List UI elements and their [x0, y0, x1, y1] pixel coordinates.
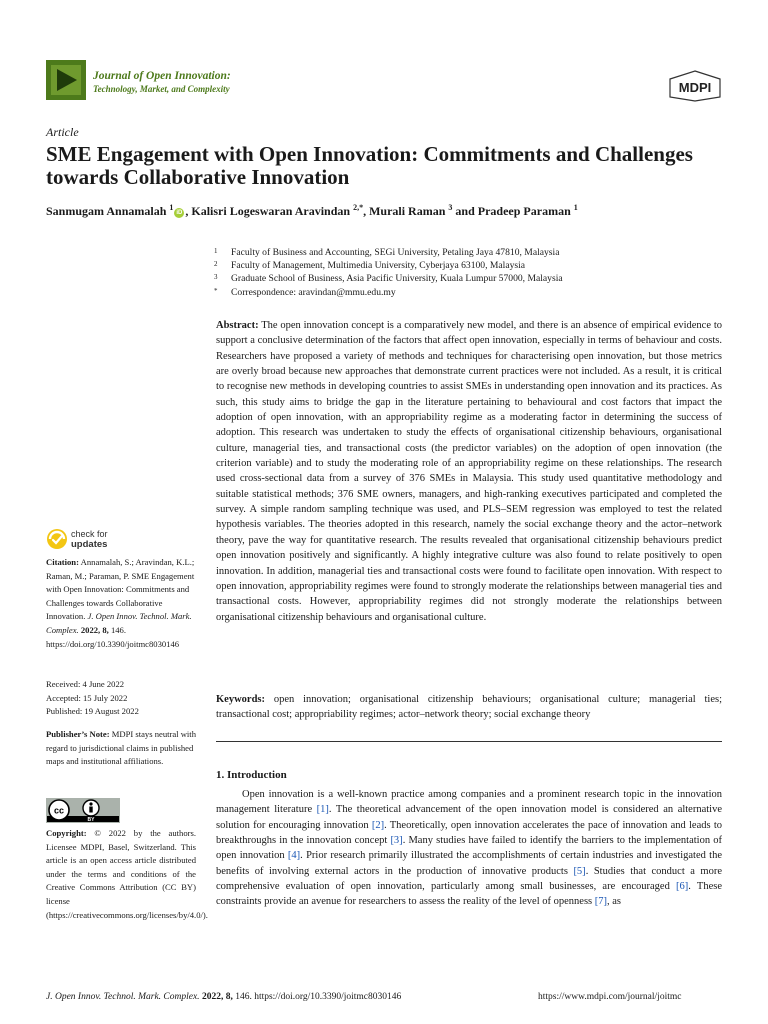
footer-volume: 2022, 8,	[201, 992, 233, 1002]
author-list	[46, 203, 736, 219]
citation-link[interactable]: [1]	[316, 804, 329, 816]
copyright-label: Copyright:	[46, 828, 87, 838]
abstract-label: Abstract:	[216, 320, 259, 331]
intro-text-run: . Many studies have failed to identify the barriers to the implementation of open innovation	[216, 835, 723, 862]
intro-text-run: . Studies that conduct a more comprehensive evaluation of open innovation, particularly among small businesses, are encouraged	[216, 865, 722, 893]
citation-doi[interactable]: 146. https://doi.org/10.3390/joitmc8030146	[46, 624, 180, 649]
footer-journal: J. Open Innov. Technol. Mark. Complex.	[46, 992, 200, 1002]
citation-link[interactable]: [3]	[390, 835, 403, 847]
svg-text:MDPI: MDPI	[678, 80, 712, 95]
article-type: Article	[46, 125, 79, 139]
author-separator: ,	[185, 204, 192, 218]
author-name: Kalisri Logeswaran Aravindan	[191, 204, 354, 218]
affiliation-item	[214, 246, 563, 259]
publication-dates	[46, 678, 196, 719]
intro-text-run: . Prior research primarily illustrated the accomplishments of certain industries and investigated the benefits of involving external actors in the production of innovative products	[216, 850, 722, 877]
citation-text: Annamalah, S.; Aravindan, K.L.; Raman, M.; Paraman, P. SME Engagement with Open Innovation: Commitments and Challenges towards Collaborative Innovation.	[46, 557, 195, 622]
check-updates-line2: updates	[71, 539, 108, 550]
author-affiliation-marker: 1	[573, 203, 578, 212]
journal-name	[93, 70, 231, 96]
affiliation-item	[214, 286, 563, 299]
publisher-note	[46, 728, 196, 769]
author-affiliation-marker: 3	[448, 203, 453, 212]
keywords-label: Keywords:	[216, 694, 265, 705]
check-for-updates-button[interactable]	[46, 528, 136, 550]
affiliation-text: Faculty of Business and Accounting, SEGi University, Petaling Jaya 47810, Malaysia	[231, 247, 560, 258]
copyright-text: © 2022 by the authors. Licensee MDPI, Basel, Switzerland. This article is an open access article distributed under the terms and conditions of the Creative Commons Attribution (CC BY) license (https://creativecommons.org/licenses/by/4.0/).	[46, 828, 208, 920]
citation-volume: 2022, 8,	[80, 624, 109, 635]
affiliation-text: Graduate School of Business, Asia Pacific University, Kuala Lumpur 57000, Malaysia	[231, 273, 563, 285]
orcid-icon[interactable]: iD	[176, 210, 183, 216]
citation-label: Citation:	[46, 557, 79, 567]
citation-link[interactable]: [4]	[287, 850, 301, 862]
author-separator: ,	[363, 204, 370, 218]
affiliation-text: Correspondence: aravindan@mmu.edu.my	[231, 286, 396, 298]
footer-journal-url[interactable]: https://www.mdpi.com/journal/joitmc	[538, 992, 682, 1002]
author-affiliation-marker: 2,*	[353, 203, 364, 212]
footer-citation	[46, 992, 401, 1002]
section-divider	[216, 741, 722, 742]
keywords	[216, 692, 722, 723]
published-date: Published: 19 August 2022	[46, 706, 139, 717]
accepted-date: Accepted: 15 July 2022	[46, 692, 128, 703]
mdpi-logo-icon	[668, 70, 722, 102]
intro-text-run: . These constraints provide an avenue for researchers to assess the reality of the level of openness	[216, 881, 722, 908]
introduction-heading: 1. Introduction	[216, 769, 287, 781]
author-name: Murali Raman	[369, 204, 449, 218]
author-name: Sanmugam Annamalah	[46, 204, 170, 218]
author-name: Pradeep Paraman	[477, 204, 574, 218]
abstract	[216, 318, 722, 625]
affiliation-text: Faculty of Management, Multimedia University, Cyberjaya 63100, Malaysia	[231, 260, 526, 272]
received-date: Received: 4 June 2022	[46, 679, 125, 689]
footer-doi[interactable]: 146. https://doi.org/10.3390/joitmc8030146	[235, 992, 402, 1002]
intro-text-run: . Theoretically, open innovation accelerates the pace of innovation and leads to breakthroughs in the innovation concept	[216, 819, 722, 847]
citation-journal: J. Open Innov. Technol. Mark. Complex.	[46, 611, 192, 635]
author-separator: and	[452, 204, 478, 218]
citation-link[interactable]: [2]	[371, 819, 385, 831]
journal-name-line2: Technology, Market, and Complexity	[93, 84, 230, 94]
check-updates-line1: check for	[71, 529, 108, 539]
abstract-text: The open innovation concept is a comparatively new model, and there is an absence of empirical evidence to support a conclusive determination of the factors that affect open innovation, especially in terms of behaviour and costs. Researchers have proposed a variety of methods and techniques for characterising open innovation, but those metrics are overly broad because new approaches that demonstrate current practices were not included. As a result, it is critical to recognise new methods in developing countries to assist SMEs in understanding open innovation and its practices. As such, this study aims to bridge the gap in the literature pertaining to behavioural and cost factors that impact the adoption of open innovation, with an appropriability regime as a moderating factor in determining the success of adoption. This research was undertaken to study the effects of organisational citizenship behaviours, organisational culture, managerial ties, and transactional costs (the predictor variables) on the adoption of open innovation (the criterion variable) and to study the moderating role of an appropriability regime on these relationships. The research used cross-sectional data from a survey of 376 SMEs in Malaysia. This study used quantitative methodology and suitable statistical methods; 376 SME owners, managers, and high-ranking executives participated and completed the survey. A simple random sampling technique was used, and PLS–SEM regression was employed to test the related hypothesis variables. The theories adopted in this research, namely the social exchange theory and the actor–network theory, pave the way for quantitative research. The results revealed that organisational citizenship behaviours predict open innovation positively and significantly. A highly integrative culture was also found to relate positively to open innovation. In addition, managerial ties and transactional costs were found to facilitate open innovation. With respect to open innovation, appropriability regimes were found to strongly moderate the relationships between managerial ties and transactional costs. However, appropriability regimes did not strongly moderate the relationships between organisational citizenship behaviours and organisational culture.	[216, 320, 722, 623]
introduction-text	[216, 787, 722, 910]
affiliation-number: 2	[214, 260, 218, 269]
check-updates-icon	[46, 528, 68, 550]
article-title: SME Engagement with Open Innovation: Commitments and Challenges towards Collaborative Innovation	[46, 142, 693, 189]
publisher-note-text: MDPI stays neutral with regard to jurisdictional claims in published maps and institutional affiliations.	[46, 729, 196, 767]
svg-text:cc: cc	[53, 805, 65, 816]
svg-text:BY: BY	[87, 817, 95, 823]
affiliation-number: *	[214, 286, 218, 295]
intro-text-run: Open innovation is a well-known practice among companies and a prominent research topic in the innovation management literature	[216, 789, 722, 816]
citation-link[interactable]: [7]	[594, 896, 607, 908]
affiliation-item	[214, 272, 563, 285]
citation-link[interactable]: [6]	[676, 881, 689, 893]
affiliations	[214, 246, 563, 299]
check-updates-label	[71, 529, 108, 550]
affiliation-number: 1	[214, 247, 218, 255]
intro-text-run: . The theoretical advancement of the open innovation model is considered an alternative solution for encouraging innovation	[216, 804, 722, 831]
citation-link[interactable]: [5]	[573, 865, 586, 877]
keywords-text: open innovation; organisational citizenship behaviours; organisational culture; managerial ties; transactional cost; appropriability regimes; actor–network theory; social exchange theory	[216, 694, 723, 721]
author-affiliation-marker: 1	[169, 203, 174, 212]
cc-by-license-icon[interactable]	[46, 798, 120, 823]
affiliation-number: 3	[214, 273, 218, 282]
affiliation-item	[214, 259, 563, 272]
journal-name-line1: Journal of Open Innovation:	[93, 70, 231, 82]
journal-logo-icon	[46, 60, 86, 100]
copyright-block	[46, 827, 208, 922]
citation-block	[46, 556, 196, 651]
intro-text-run: , as	[607, 896, 621, 908]
publisher-note-label: Publisher’s Note:	[46, 729, 110, 739]
